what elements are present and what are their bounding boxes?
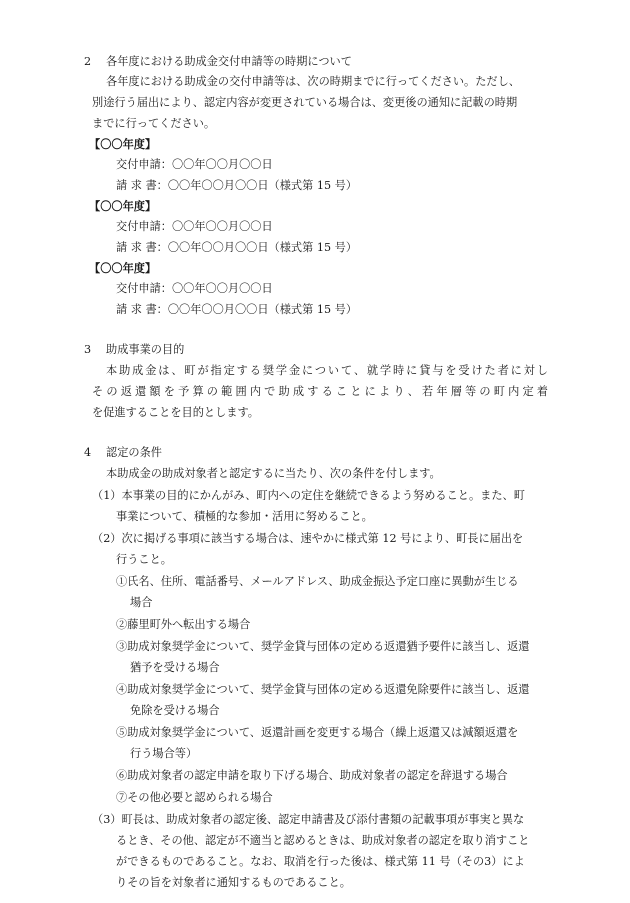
claim-date: 請 求 書：〇〇年〇〇月〇〇日（様式第 15 号） [116, 179, 358, 192]
apply-date: 交付申請：〇〇年〇〇月〇〇日 [116, 220, 273, 233]
section-title: 助成事業の目的 [106, 343, 185, 356]
section-title: 各年度における助成金交付申請等の時期について [106, 55, 352, 68]
list-item-line: りその旨を対象者に通知するものであること。 [116, 876, 351, 889]
paragraph-line: 本助成金の助成対象者と認定するに当たり、次の条件を付します。 [106, 467, 441, 480]
paragraph-line: 各年度における助成金の交付申請等は、次の時期までに行ってください。ただし、 [106, 75, 520, 88]
list-item-line: （3）町長は、助成対象者の認定後、認定申請書及び添付書類の記載事項が事実と異な [92, 813, 525, 826]
year-label: 【〇〇年度】 [89, 262, 157, 275]
claim-date: 請 求 書：〇〇年〇〇月〇〇日（様式第 15 号） [116, 303, 358, 316]
claim-date: 請 求 書：〇〇年〇〇月〇〇日（様式第 15 号） [116, 241, 358, 254]
section-2-heading [84, 53, 352, 72]
sub-item-line: 場合 [130, 596, 153, 609]
sub-item-line: ④助成対象奨学金について、奨学金貸与団体の定める返還免除要件に該当し、返還 [116, 683, 530, 696]
list-item-line: 行うこと。 [116, 553, 172, 566]
sub-item-line: ⑦その他必要と認められる場合 [116, 791, 273, 804]
list-item-line: （2）次に掲げる事項に該当する場合は、速やかに様式第 12 号により、町長に届出を [92, 532, 524, 545]
sub-item-line: ⑤助成対象奨学金について、返還計画を変更する場合（繰上返還又は減額返還を [116, 726, 519, 739]
year-label: 【〇〇年度】 [89, 200, 157, 213]
section-title: 認定の条件 [106, 446, 162, 459]
section-number: 2 [84, 55, 92, 68]
sub-item-line: ③助成対象奨学金について、奨学金貸与団体の定める返還猶予要件に該当し、返還 [116, 640, 530, 653]
section-4-heading [84, 444, 162, 463]
paragraph-line: を促進することを目的とします。 [92, 406, 259, 419]
section-number: 4 [84, 446, 92, 459]
paragraph-line: その返還額を予算の範囲内で助成することにより、若年層等の町内定着 [92, 385, 548, 398]
sub-item-line: 行う場合等） [130, 747, 198, 760]
paragraph-line: 本助成金は、町が指定する奨学金について、就学時に貸与を受けた者に対し [106, 364, 548, 377]
list-item-line: 事業について、積極的な参加・活用に努めること。 [116, 510, 373, 523]
apply-date: 交付申請：〇〇年〇〇月〇〇日 [116, 158, 273, 171]
sub-item-line: ⑥助成対象者の認定申請を取り下げる場合、助成対象者の認定を辞退する場合 [116, 769, 508, 782]
year-label: 【〇〇年度】 [89, 138, 157, 151]
sub-item-line: ①氏名、住所、電話番号、メールアドレス、助成金振込予定口座に異動が生じる [116, 575, 519, 588]
section-3-heading [84, 341, 184, 360]
paragraph-line: までに行ってください。 [92, 117, 216, 130]
paragraph-line: 別途行う届出により、認定内容が変更されている場合は、変更後の通知に記載の時期 [92, 96, 518, 109]
list-item-line: るとき、その他、認定が不適当と認めるときは、助成対象者の認定を取り消すこと [116, 834, 530, 847]
sub-item-line: 猶予を受ける場合 [130, 661, 220, 674]
sub-item-line: 免除を受ける場合 [130, 704, 220, 717]
section-number: 3 [84, 343, 92, 356]
list-item-line: ができるものであること。なお、取消を行った後は、様式第 11 号（その3）によ [116, 855, 525, 868]
sub-item-line: ②藤里町外へ転出する場合 [116, 618, 251, 631]
apply-date: 交付申請：〇〇年〇〇月〇〇日 [116, 282, 273, 295]
list-item-line: （1）本事業の目的にかんがみ、町内への定住を継続できるよう努めること。また、町 [92, 489, 525, 502]
